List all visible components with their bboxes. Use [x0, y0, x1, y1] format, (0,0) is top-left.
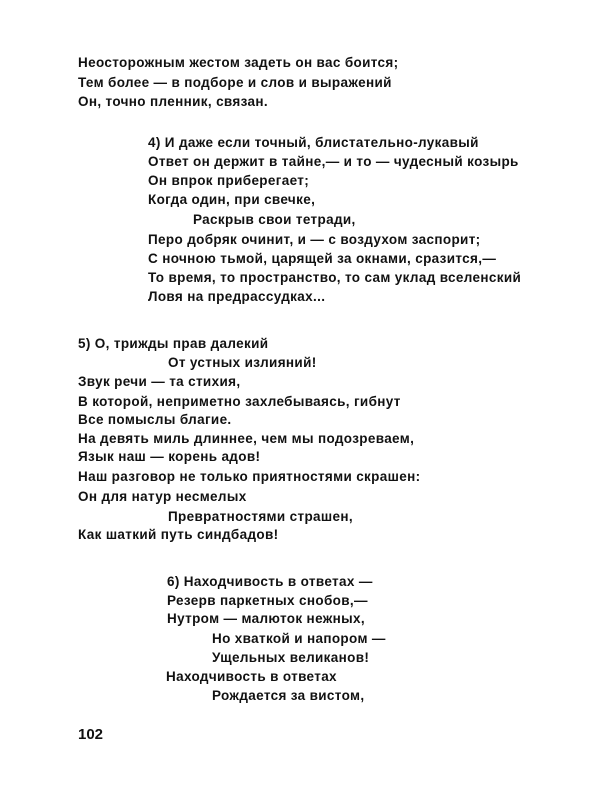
- verse-line: 4) И даже если точный, блистательно-лукавый: [148, 135, 479, 150]
- verse-line: Как шаткий путь синдбадов!: [78, 527, 279, 542]
- verse-line: Язык наш — корень адов!: [78, 449, 261, 464]
- verse-line: Неосторожным жестом задеть он вас боится;: [78, 55, 399, 70]
- verse-line: Он впрок приберегает;: [148, 173, 310, 188]
- verse-line: От устных излияний!: [168, 355, 317, 370]
- verse-line: Он для натур несмелых: [78, 489, 247, 504]
- verse-line: Нутром — малюток нежных,: [167, 611, 366, 626]
- verse-line: Наш разговор не только приятностями скрашен:: [78, 469, 421, 484]
- verse-line: Резерв паркетных снобов,—: [167, 593, 368, 608]
- verse-line: Превратностями страшен,: [168, 509, 353, 524]
- verse-line: Все помыслы благие.: [78, 412, 232, 427]
- verse-line: Находчивость в ответах: [166, 669, 337, 684]
- verse-line: Звук речи — та стихия,: [78, 374, 241, 389]
- verse-line: Но хваткой и напором —: [212, 631, 386, 646]
- verse-line: Тем более — в подборе и слов и выражений: [78, 75, 392, 90]
- verse-line: Рождается за вистом,: [212, 688, 365, 703]
- verse-line: Ловя на предрассудках...: [148, 289, 326, 304]
- verse-line: Перо добряк очинит, и — с воздухом заспорит;: [148, 232, 481, 247]
- verse-line: В которой, неприметно захлебываясь, гибнут: [78, 394, 401, 409]
- verse-line: На девять миль длиннее, чем мы подозреваем,: [78, 431, 415, 446]
- verse-line: Раскрыв свои тетради,: [193, 212, 356, 227]
- verse-line: Он, точно пленник, связан.: [78, 94, 268, 109]
- verse-line: 6) Находчивость в ответах —: [167, 574, 373, 589]
- verse-line: То время, то пространство, то сам уклад вселенский: [148, 270, 522, 285]
- verse-line: С ночною тьмой, царящей за окнами, сразится,—: [148, 251, 497, 266]
- verse-line: 5) О, трижды прав далекий: [78, 336, 269, 351]
- verse-line: Ущельных великанов!: [212, 650, 370, 665]
- page-number: 102: [78, 726, 104, 743]
- verse-line: Когда один, при свечке,: [148, 192, 316, 207]
- verse-line: Ответ он держит в тайне,— и то — чудесный козырь: [148, 154, 519, 169]
